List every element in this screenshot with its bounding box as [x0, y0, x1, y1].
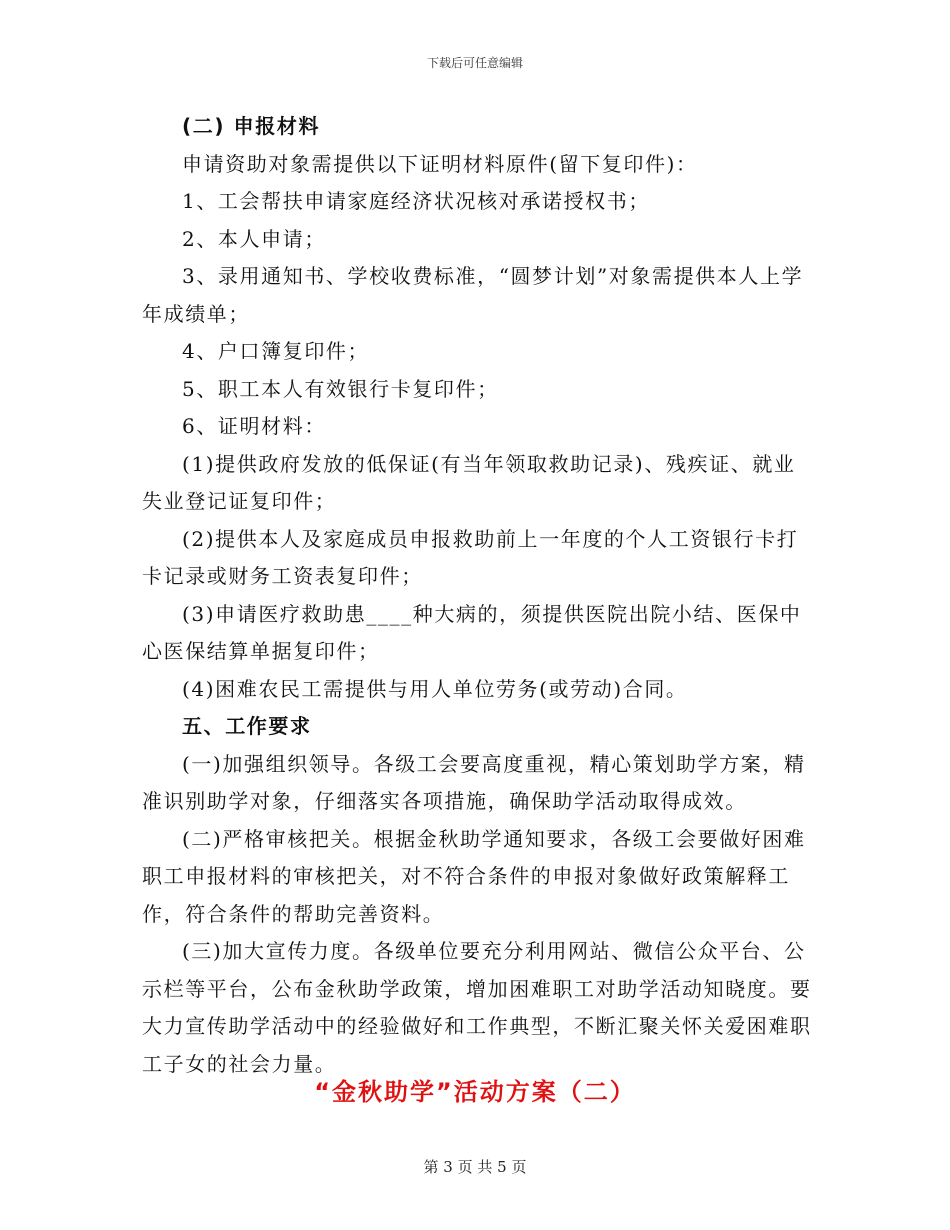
materials-intro: 申请资助对象需提供以下证明材料原件(留下复印件)： — [182, 151, 698, 176]
materials-item-3: 3、录用通知书、学校收费标准，“圆梦计划”对象需提供本人上学年成绩单； — [142, 264, 804, 326]
materials-item-6: 6、证明材料： — [182, 414, 326, 438]
next-document-title: “金秋助学”活动方案（二） — [314, 1078, 636, 1106]
document-body — [142, 108, 812, 1083]
header-note: 下载后可任意编辑 — [426, 56, 523, 70]
requirement-1: (一)加强组织领导。各级工会要高度重视，精心策划助学方案，精准识别助学对象，仔细落实各项措施，确保助学活动取得成效。 — [142, 751, 806, 813]
proof-subitem-4: (4)困难农民工需提供与用人单位劳务(或劳动)合同。 — [182, 676, 688, 701]
requirement-2: (二)严格审核把关。根据金秋助学通知要求，各级工会要做好困难职工申报材料的审核把关，对不符合条件的申报对象做好政策解释工作，符合条件的帮助完善资料。 — [142, 826, 806, 926]
requirement-3: (三)加大宣传力度。各级单位要充分利用网站、微信公众平台、公示栏等平台，公布金秋助学政策，增加困难职工对助学活动知晓度。要大力宣传助学活动中的经验做好和工作典型，不断汇聚关怀关爱困难职工子女的社会力量。 — [142, 939, 812, 1076]
materials-item-4: 4、户口簿复印件； — [182, 339, 370, 363]
section-materials-heading: (二) 申报材料 — [182, 114, 321, 138]
materials-item-2: 2、本人申请； — [182, 226, 326, 251]
page-number-footer: 第 3 页 共 5 页 — [423, 1158, 527, 1176]
materials-item-1: 1、工会帮扶申请家庭经济状况核对承诺授权书； — [182, 189, 650, 213]
proof-subitem-3: (3)申请医疗救助患____种大病的，须提供医院出院小结、医保中心医保结算单据复印件； — [142, 601, 802, 663]
section-five-heading: 五、工作要求 — [182, 714, 312, 738]
materials-item-5: 5、职工本人有效银行卡复印件； — [182, 376, 499, 401]
proof-subitem-2: (2)提供本人及家庭成员申报救助前上一年度的个人工资银行卡打卡记录或财务工资表复印件； — [142, 526, 799, 588]
proof-subitem-1: (1)提供政府发放的低保证(有当年领取救助记录)、残疾证、就业失业登记证复印件； — [142, 451, 796, 513]
